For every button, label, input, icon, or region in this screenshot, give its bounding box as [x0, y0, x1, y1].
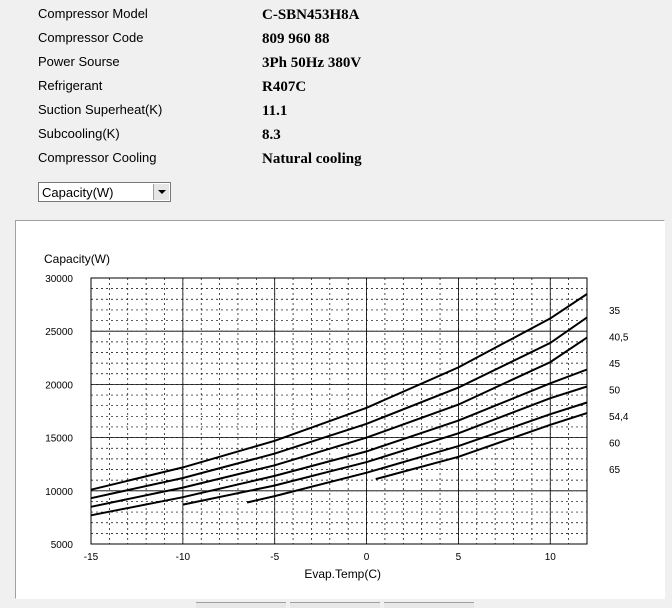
bottom-tab-1[interactable] — [196, 602, 286, 608]
chart-type-dropdown[interactable] — [38, 182, 171, 202]
legend-label: 60 — [609, 438, 621, 450]
spec-value: 11.1 — [262, 103, 288, 119]
legend-label: 45 — [609, 359, 621, 370]
spec-row — [0, 30, 672, 54]
spec-value: C-SBN453H8A — [262, 7, 360, 23]
x-tick-label: 5 — [455, 552, 462, 563]
x-tick-label: 10 — [544, 552, 556, 563]
legend-label: 54,4 — [609, 412, 629, 423]
x-tick-label: -10 — [175, 552, 191, 563]
chevron-down-icon[interactable] — [153, 184, 169, 200]
spec-label: Power Sourse — [38, 54, 120, 69]
series-line-60 — [247, 403, 587, 503]
bottom-tab-3[interactable] — [384, 602, 474, 608]
spec-label: Compressor Code — [38, 30, 144, 45]
x-tick-label: -5 — [270, 552, 280, 563]
spec-row — [0, 54, 672, 78]
y-axis-label: Capacity(W) — [44, 252, 111, 266]
spec-label: Compressor Cooling — [38, 150, 157, 165]
plot-frame — [91, 278, 587, 544]
spec-value: 8.3 — [262, 127, 281, 143]
spec-value: 809 960 88 — [262, 31, 330, 47]
y-tick-label: 15000 — [45, 433, 73, 445]
spec-label: Compressor Model — [38, 6, 148, 21]
legend-label: 65 — [609, 465, 621, 476]
spec-row — [0, 102, 672, 126]
spec-row — [0, 6, 672, 30]
chart-panel — [15, 220, 665, 599]
spec-label: Subcooling(K) — [38, 126, 120, 141]
capacity-chart — [16, 221, 664, 598]
spec-row — [0, 150, 672, 174]
x-axis-label: Evap.Temp(C) — [304, 567, 382, 581]
x-tick-label: 0 — [363, 552, 370, 563]
y-tick-label: 30000 — [45, 274, 73, 285]
bottom-tab-2[interactable] — [290, 602, 380, 608]
spec-label: Suction Superheat(K) — [38, 102, 163, 117]
spec-label: Refrigerant — [38, 78, 103, 93]
legend-label: 50 — [609, 385, 621, 397]
y-tick-label: 5000 — [50, 540, 73, 551]
spec-value: R407C — [262, 79, 307, 95]
y-tick-label: 10000 — [45, 486, 73, 498]
series-line-35 — [91, 294, 587, 490]
spec-value: Natural cooling — [262, 151, 362, 167]
legend-label: 35 — [609, 306, 621, 317]
spec-row — [0, 126, 672, 150]
series-line-50 — [91, 370, 587, 516]
bottom-tab-strip — [196, 602, 486, 607]
dropdown-selected-value: Capacity(W) — [42, 185, 114, 200]
spec-row — [0, 78, 672, 102]
y-tick-label: 25000 — [45, 327, 73, 339]
spec-value: 3Ph 50Hz 380V — [262, 55, 362, 71]
y-tick-label: 20000 — [45, 380, 73, 392]
legend-label: 40,5 — [609, 332, 629, 344]
x-tick-label: -15 — [83, 552, 99, 563]
